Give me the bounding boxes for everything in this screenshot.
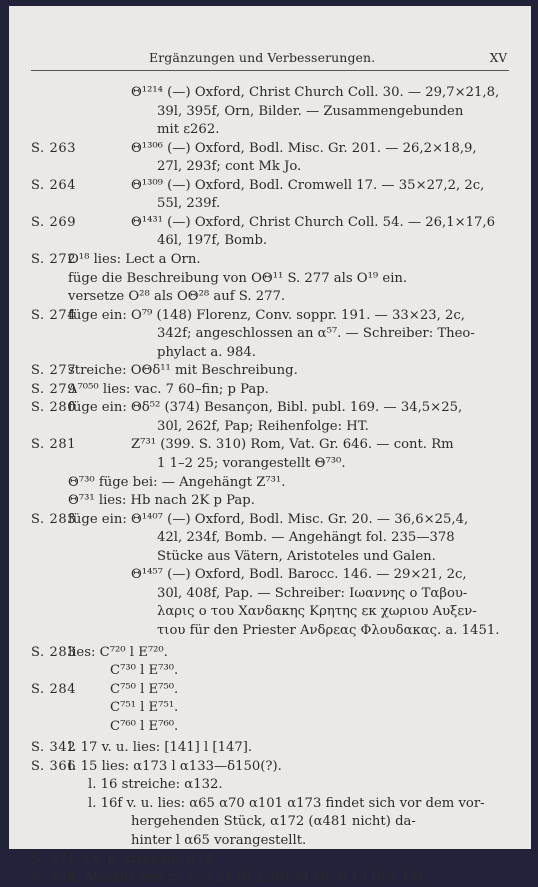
text-line — [9, 681, 531, 699]
line-text: lies: C⁷²⁰ l Ε⁷²⁰. — [68, 644, 168, 660]
page-reference: S. 277 — [31, 363, 77, 379]
page-reference: S. 281 — [31, 437, 77, 453]
page-reference: S. 366 — [31, 758, 77, 774]
line-text: Θ⁷³¹ lies: Hb nach 2K p Pap. — [68, 493, 255, 509]
text-line — [9, 699, 531, 717]
line-text: O¹⁸ lies: Lect a Orn. — [68, 251, 201, 267]
page-reference: S. 371 — [31, 851, 77, 867]
text-line — [9, 103, 531, 121]
line-text: Δ⁷⁰⁵⁰ lies: vac. 7 60–fin; p Pap. — [68, 381, 269, 397]
page-reference: S. 284 — [31, 681, 77, 697]
text-line — [9, 251, 531, 269]
text-line — [9, 455, 531, 473]
text-line — [9, 399, 531, 417]
line-text: phylact a. 984. — [157, 344, 256, 360]
text-line — [9, 869, 531, 887]
page-reference: S. 263 — [31, 140, 77, 156]
page-reference: S. 433 — [31, 870, 77, 886]
line-text: füge die Beschreibung von OΘ¹¹ S. 277 als O¹⁹ ein. — [68, 270, 408, 286]
line-text: füge ein: Θδ⁵² (374) Besançon, Bibl. publ. 169. — 34,5×25, — [68, 400, 463, 416]
text-line — [9, 214, 531, 232]
line-text: Θ¹³⁰⁶ (—) Oxford, Bodl. Misc. Gr. 201. — 26,2×18,9, — [131, 140, 477, 156]
text-line — [9, 795, 531, 813]
text-line — [9, 548, 531, 566]
page-reference: S. 279 — [31, 381, 77, 397]
line-text: l. 15 lies: α173 l α133—δ150(?). — [68, 758, 282, 774]
line-text: hergehenden Stück, α172 (α481 nicht) da- — [131, 814, 416, 830]
line-text: Ζ⁷³¹ (399. S. 310) Rom, Vat. Gr. 646. — cont. Rm — [131, 437, 454, 453]
line-text: 55l, 239f. — [157, 196, 221, 212]
line-text: versetze O²⁸ als OΘ²⁸ auf S. 277. — [68, 289, 286, 305]
page-reference: S. 283 — [31, 644, 77, 660]
line-text: Θ¹³⁰⁹ (—) Oxford, Bodl. Cromwell 17. — 35×27,2, 2c, — [131, 177, 485, 193]
text-line — [9, 288, 531, 306]
text-line — [9, 511, 531, 529]
text-line — [9, 492, 531, 510]
text-line — [9, 436, 531, 454]
line-text: 30l, 408f, Pap. — Schreiber: Ιωαννης ο Ταβου- — [157, 585, 468, 601]
header-title: Ergänzungen und Verbesserungen. — [149, 50, 376, 65]
text-line — [9, 622, 531, 640]
line-text: l. 16f v. u. lies: α65 α70 α101 α173 findet sich vor dem vor- — [88, 795, 485, 811]
line-text: 27l, 293f; cont Mk Jo. — [157, 159, 302, 175]
line-text: C⁷³⁰ l Ε⁷³⁰. — [110, 663, 179, 679]
line-text: C⁷⁶⁰ l Ε⁷⁶⁰. — [110, 718, 179, 734]
line-text: τιου für den Priester Ανδρεας Φλουδακας. a. 1451. — [157, 622, 500, 638]
line-text: streiche: OΘδ¹¹ mit Beschreibung. — [68, 363, 298, 379]
line-text: l. 17 v. u. lies: [141] l [147]. — [68, 740, 253, 756]
text-line — [9, 195, 531, 213]
page-reference: S. 272 — [31, 251, 77, 267]
text-line — [9, 307, 531, 325]
page-reference: S. 342 — [31, 740, 77, 756]
text-body — [9, 6, 531, 886]
line-text: Θ⁷³⁰ füge bei: — Angehängt Ζ⁷³¹. — [68, 474, 286, 490]
line-text: 39l, 395f, Orn, Bilder. — Zusammengebunden — [157, 103, 464, 119]
book-page — [9, 6, 531, 886]
line-text: füge ein: Θ¹⁴⁰⁷ (—) Oxford, Bodl. Misc. Gr. 20. — 36,6×25,4, — [68, 511, 469, 527]
line-text: füge ein: O⁷⁹ (148) Florenz, Conv. soppr. 191. — 33×23, 2c, — [68, 307, 465, 323]
text-line — [9, 851, 531, 869]
text-line — [9, 662, 531, 680]
line-text: Stücke aus Vätern, Aristoteles und Galen. — [157, 548, 436, 564]
text-line — [9, 776, 531, 794]
page-reference: S. 283 — [31, 511, 77, 527]
line-text: 1 1–2 25; vorangestellt Θ⁷³⁰. — [157, 456, 346, 471]
text-line — [9, 566, 531, 584]
page-reference: S. 269 — [31, 214, 77, 230]
line-text: mit ε262. — [157, 122, 220, 138]
line-text: 30l, 262f, Pap; Reihenfolge: HT. — [157, 418, 369, 434]
text-line — [9, 121, 531, 139]
line-text: λαρις ο του Χανδακης Κρητης εκ χωριου Αυξεν- — [157, 604, 477, 620]
text-line — [9, 718, 531, 736]
text-line — [9, 84, 531, 102]
text-line — [9, 529, 531, 547]
line-text: Θ¹²¹⁴ (—) Oxford, Christ Church Coll. 30. — 29,7×21,8, — [131, 85, 500, 100]
text-line — [9, 739, 531, 757]
page-reference: S. 264 — [31, 177, 77, 193]
line-text: l. 16 streiche: α132. — [88, 777, 223, 793]
text-line — [9, 832, 531, 850]
text-line — [9, 418, 531, 436]
text-line — [9, 270, 531, 288]
line-text: Θ¹⁴⁵⁷ (—) Oxford, Bodl. Barocc. 146. — 29×21, 2c, — [131, 567, 467, 583]
line-text: C⁷⁵⁰ l Ε⁷⁵⁰. — [110, 681, 179, 697]
line-text: 46l, 197f, Bomb. — [157, 233, 268, 249]
text-line — [9, 758, 531, 776]
text-line — [9, 140, 531, 158]
page-reference: S. 280 — [31, 400, 77, 416]
text-line — [9, 603, 531, 621]
text-line — [9, 813, 531, 831]
text-line — [9, 325, 531, 343]
line-text: Θ¹⁴³¹ (—) Oxford, Christ Church Coll. 54. — 26,1×17,6 — [131, 214, 496, 230]
page-number: XV — [489, 51, 507, 65]
text-line — [9, 474, 531, 492]
text-line — [9, 644, 531, 662]
text-line — [9, 381, 531, 399]
line-text: l. 9 v. u. streiche: α74. — [68, 851, 217, 867]
line-text: hinter l α65 vorangestellt. — [131, 833, 307, 848]
line-text: 342f; angeschlossen an α⁵⁷. — Schreiber: Theo- — [157, 326, 475, 342]
text-line — [9, 232, 531, 250]
text-line — [9, 344, 531, 362]
text-line — [9, 585, 531, 603]
text-line — [9, 362, 531, 380]
page-reference: S. 274 — [31, 307, 77, 323]
line-text: 42l, 234f, Bomb. — Angehängt fol. 235—378 — [157, 530, 455, 546]
text-line — [9, 158, 531, 176]
line-text: 2. Markus lies zu λ: 7 24 (δ 2 26) zu λδ: 8 13 (δ 2 14). — [68, 870, 428, 886]
text-line — [9, 177, 531, 195]
line-text: C⁷⁵¹ l Ε⁷⁵¹. — [110, 700, 179, 716]
